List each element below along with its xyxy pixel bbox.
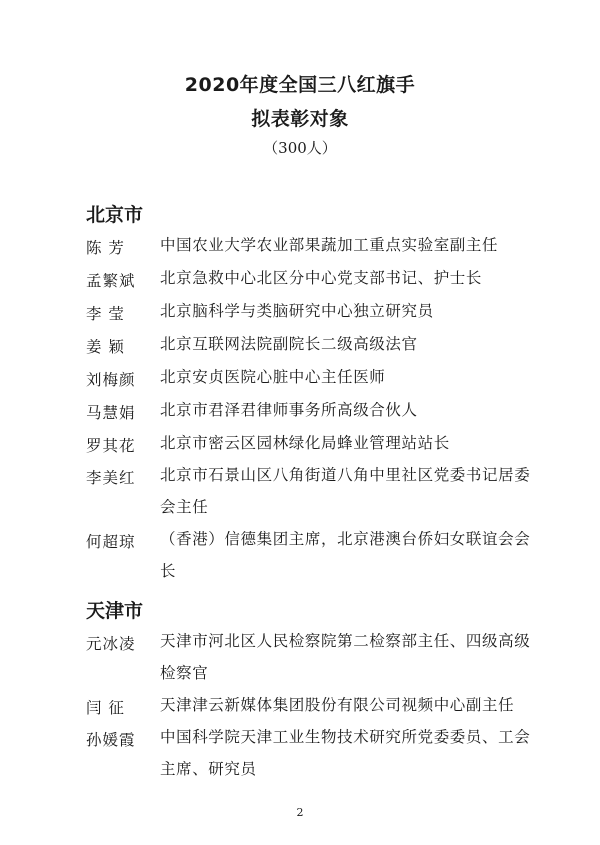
person-position: 天津市河北区人民检察院第二检察部主任、四级高级检察官: [160, 632, 531, 682]
person-name: 罗其花: [86, 437, 136, 455]
person-name: 李 莹: [86, 305, 125, 323]
person-name: 姜 颖: [86, 338, 125, 356]
page-number: 2: [296, 806, 304, 819]
person-position: 北京市君泽君律师事务所高级合伙人: [160, 401, 418, 419]
person-position: 北京市石景山区八角街道八角中里社区党委书记居委会主任: [160, 466, 531, 516]
person-name: 孟繁斌: [86, 272, 136, 290]
person-name: 李美红: [86, 469, 136, 487]
person-name: 陈 芳: [86, 239, 125, 257]
person-name: 何超琼: [86, 533, 136, 551]
person-position: 中国科学院天津工业生物技术研究所党委委员、工会主席、研究员: [160, 728, 531, 778]
person-position: 北京互联网法院副院长二级高级法官: [160, 335, 418, 353]
region-heading-beijing: 北京市: [86, 204, 144, 226]
person-position: 中国农业大学农业部果蔬加工重点实验室副主任: [160, 236, 499, 254]
region-heading-tianjin: 天津市: [86, 600, 144, 622]
document-title: 2020年度全国三八红旗手: [184, 74, 416, 96]
person-name: 刘梅颜: [86, 371, 136, 389]
person-name: 孙媛霞: [86, 731, 136, 749]
honoree-count: （300人）: [263, 139, 337, 157]
person-name: 闫 征: [86, 699, 125, 717]
person-name: 马慧娟: [86, 404, 136, 422]
person-position: 北京安贞医院心脏中心主任医师: [160, 368, 386, 386]
person-position: 北京市密云区园林绿化局蜂业管理站站长: [160, 434, 450, 452]
person-position: 北京急救中心北区分中心党支部书记、护士长: [160, 269, 483, 287]
person-position: 北京脑科学与类脑研究中心独立研究员: [160, 302, 434, 320]
person-position: （香港）信德集团主席，北京港澳台侨妇女联谊会会长: [160, 530, 531, 580]
document-subtitle: 拟表彰对象: [251, 108, 349, 130]
person-name: 元冰凌: [86, 635, 136, 653]
person-position: 天津津云新媒体集团股份有限公司视频中心副主任: [160, 696, 515, 714]
